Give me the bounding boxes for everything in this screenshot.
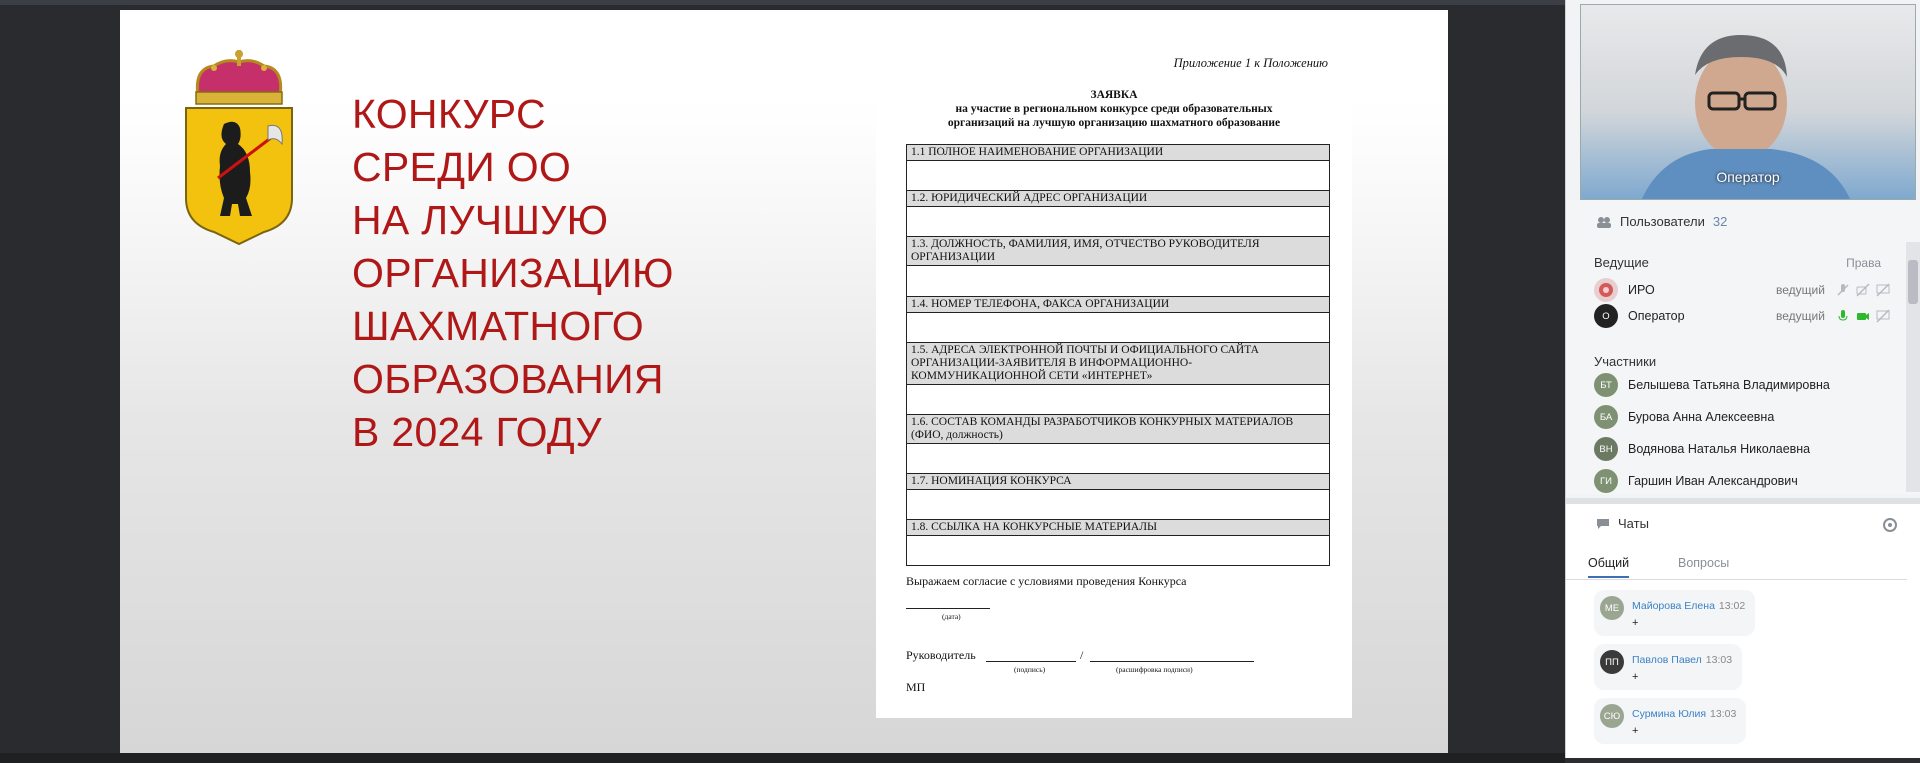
title-line: ОРГАНИЗАЦИЮ [352, 250, 674, 296]
decode-label: (расшифровка подписи) [1116, 665, 1193, 674]
chats-header[interactable] [1596, 516, 1649, 531]
message-text: + [1632, 725, 1639, 737]
scrollbar-thumb[interactable] [1908, 260, 1918, 304]
stamp-label: МП [906, 680, 926, 694]
decode-line [1090, 661, 1254, 662]
application-form [876, 40, 1352, 718]
message-time: 13:03 [1705, 654, 1733, 666]
host-role: ведущий [1776, 283, 1825, 297]
title-line: ШАХМАТНОГО [352, 303, 644, 349]
slash: / [1080, 648, 1084, 662]
users-icon [1596, 216, 1612, 228]
form-heading: ЗАЯВКА [1090, 89, 1138, 101]
rights-label: Права [1846, 256, 1881, 270]
participant-name: Водянова Наталья Николаевна [1628, 442, 1811, 456]
date-line [906, 608, 990, 609]
avatar [1594, 278, 1618, 302]
form-row-label: 1.4. НОМЕР ТЕЛЕФОНА, ФАКСА ОРГАНИЗАЦИИ [907, 297, 1330, 313]
date-label: (дата) [942, 612, 961, 621]
form-agreement: Выражаем согласие с условиями проведения Конкурса [906, 574, 1187, 588]
form-row-value [907, 444, 1330, 474]
camera-off-icon[interactable] [1856, 283, 1870, 297]
mic-off-icon[interactable] [1836, 283, 1850, 297]
side-panel [1565, 0, 1920, 758]
avatar: СЮ [1600, 704, 1624, 728]
chats-title: Чаты [1618, 516, 1649, 531]
signature-line [986, 661, 1076, 662]
form-row-value [907, 266, 1330, 297]
slide-title [352, 88, 674, 459]
avatar: ВН [1594, 437, 1618, 461]
chat-tabs [1566, 548, 1907, 580]
message-time: 13:02 [1718, 600, 1746, 612]
form-row-value [907, 536, 1330, 566]
form-row-label: 1.8. ССЫЛКА НА КОНКУРСНЫЕ МАТЕРИАЛЫ [907, 520, 1330, 536]
message-time: 13:03 [1710, 708, 1737, 720]
host-row[interactable] [1594, 303, 1894, 329]
form-table [906, 144, 1330, 566]
participant-row[interactable] [1594, 436, 1894, 462]
form-row-label: 1.7. НОМИНАЦИЯ КОНКУРСА [907, 474, 1330, 490]
title-line: СРЕДИ ОО [352, 144, 572, 190]
form-row-label: 1.3. ДОЛЖНОСТЬ, ФАМИЛИЯ, ИМЯ, ОТЧЕСТВО РУКОВОДИТЕЛЯ ОРГАНИЗАЦИИ [907, 237, 1330, 266]
form-row-value [907, 161, 1330, 191]
avatar: О [1594, 304, 1618, 328]
tab-questions[interactable]: Вопросы [1678, 556, 1730, 570]
video-tile[interactable] [1580, 4, 1916, 200]
host-name: ИРО [1628, 283, 1655, 297]
avatar: ГИ [1594, 469, 1618, 493]
iro-logo-icon [1598, 282, 1614, 298]
yaroslavl-coat-of-arms-icon [180, 48, 298, 248]
hosts-label: Ведущие [1594, 255, 1649, 270]
slide-bottom-bar [0, 753, 1565, 763]
mic-on-icon[interactable] [1836, 309, 1850, 323]
form-heading: на участие в региональном конкурсе среди образовательных [955, 103, 1273, 115]
form-row-value [907, 385, 1330, 415]
avatar: ПП [1600, 650, 1624, 674]
participant-row[interactable] [1594, 404, 1894, 430]
avatar: БА [1594, 405, 1618, 429]
message-author[interactable]: Сурмина Юлия [1632, 708, 1707, 720]
participant-name: Бурова Анна Алексеевна [1628, 410, 1775, 424]
form-heading: организаций на лучшую организацию шахматного образование [947, 117, 1281, 129]
participant-row[interactable] [1594, 468, 1894, 494]
host-name: Оператор [1628, 309, 1685, 323]
users-count: 32 [1712, 214, 1728, 229]
video-name: Оператор [1716, 169, 1780, 185]
title-line: В 2024 ГОДУ [352, 409, 602, 455]
form-row-value [907, 313, 1330, 343]
title-line: ОБРАЗОВАНИЯ [352, 356, 664, 402]
chat-message [1594, 644, 1742, 690]
form-row-label: 1.6. СОСТАВ КОМАНДЫ РАЗРАБОТЧИКОВ КОНКУРНЫХ МАТЕРИАЛОВ (ФИО, должность) [907, 415, 1330, 444]
participant-name: Гаршин Иван Александрович [1628, 474, 1798, 488]
form-appendix: Приложение 1 к Положению [1173, 56, 1328, 70]
participant-row[interactable] [1594, 372, 1894, 398]
tab-general[interactable]: Общий [1588, 556, 1629, 578]
form-row-value [907, 207, 1330, 237]
users-header[interactable] [1596, 214, 1727, 229]
participant-name: Белышева Татьяна Владимировна [1628, 378, 1830, 392]
title-line: НА ЛУЧШУЮ [352, 197, 609, 243]
form-row-label: 1.1 ПОЛНОЕ НАИМЕНОВАНИЕ ОРГАНИЗАЦИИ [907, 145, 1330, 161]
slide [120, 10, 1448, 758]
gear-icon[interactable] [1881, 516, 1899, 534]
participants-label: Участники [1594, 354, 1657, 369]
form-row-label: 1.2. ЮРИДИЧЕСКИЙ АДРЕС ОРГАНИЗАЦИИ [907, 191, 1330, 207]
message-text: + [1632, 671, 1639, 683]
chat-message [1594, 590, 1755, 636]
screen-share-off-icon[interactable] [1876, 309, 1890, 323]
host-role: ведущий [1776, 309, 1825, 323]
message-author[interactable]: Майорова Елена [1632, 600, 1715, 612]
head-label: Руководитель [906, 648, 976, 662]
chats-panel [1566, 498, 1920, 758]
users-panel [1566, 200, 1920, 495]
users-scrollbar[interactable] [1906, 242, 1920, 492]
camera-on-icon[interactable] [1856, 309, 1870, 323]
host-row[interactable] [1594, 277, 1894, 303]
chat-bubble-icon [1596, 518, 1610, 530]
message-text: + [1632, 617, 1639, 629]
screen-share-off-icon[interactable] [1876, 283, 1890, 297]
signature-label: (подпись) [1014, 665, 1046, 674]
message-author[interactable]: Павлов Павел [1632, 654, 1702, 666]
form-row-value [907, 490, 1330, 520]
users-title: Пользователи [1620, 214, 1705, 229]
avatar: БТ [1594, 373, 1618, 397]
avatar: МЕ [1600, 596, 1624, 620]
form-row-label: 1.5. АДРЕСА ЭЛЕКТРОННОЙ ПОЧТЫ И ОФИЦИАЛЬНОГО САЙТА ОРГАНИЗАЦИИ-ЗАЯВИТЕЛЯ В ИНФОРМАЦИОННО-КОММУНИКАЦИОННОЙ СЕТИ «ИНТЕРНЕТ» [907, 343, 1330, 385]
title-line: КОНКУРС [352, 91, 546, 137]
chat-message [1594, 698, 1746, 744]
